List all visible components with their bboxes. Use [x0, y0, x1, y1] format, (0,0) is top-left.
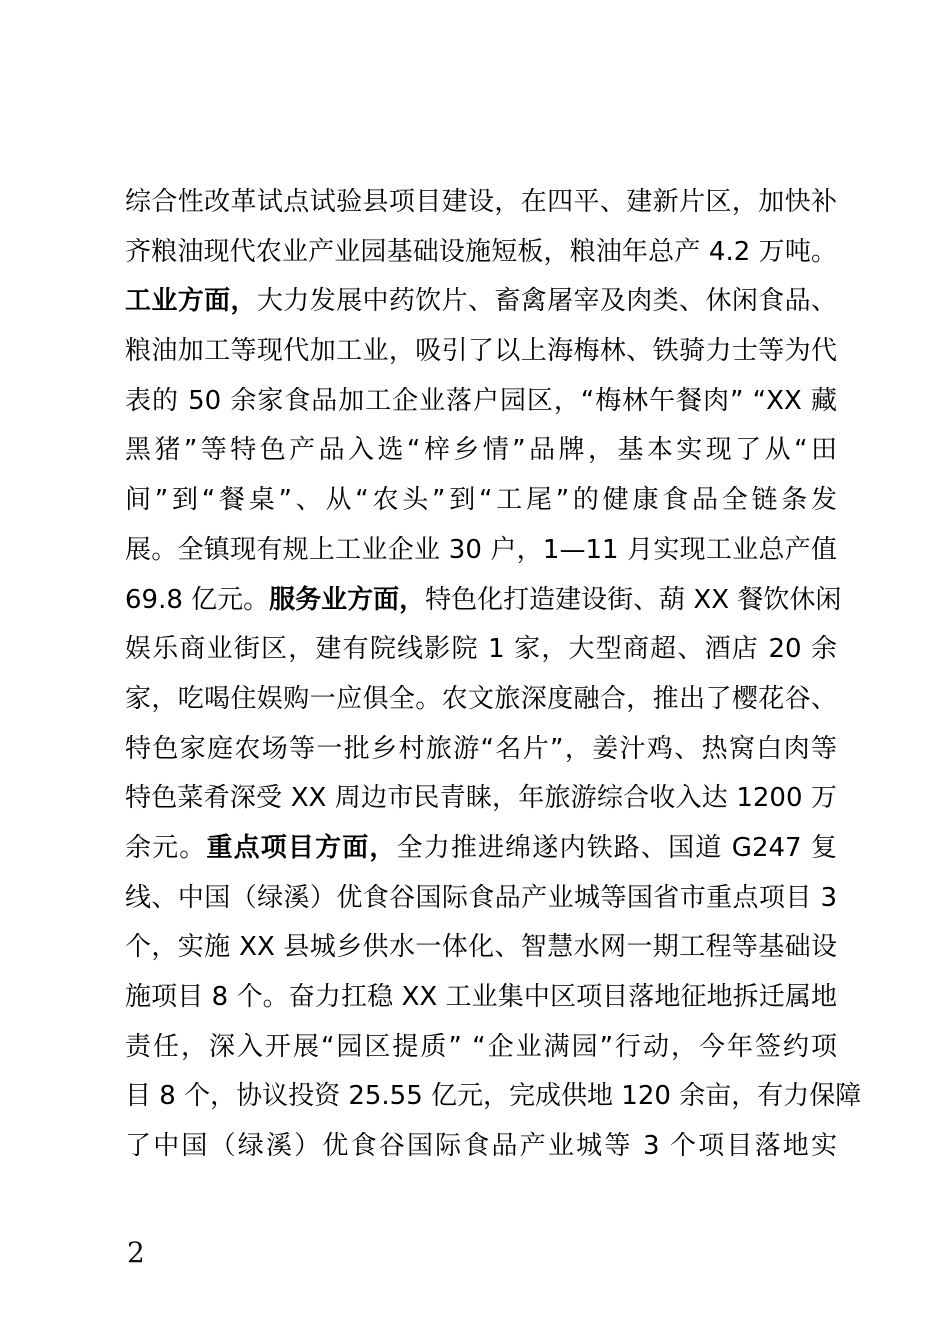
text-run: 黑猪”等特色产品入选“梓乡情”品牌，基本实现了从“田 — [125, 435, 837, 466]
paragraph-line — [125, 178, 837, 228]
text-run: 特色家庭农场等一批乡村旅游“名片”，姜汁鸡、热窝白肉等 — [125, 733, 837, 764]
text-run: 特色化打造建设街、葫 XX 餐饮休闲 — [425, 584, 842, 615]
text-run: 全力推进绵遂内铁路、国道 G247 复 — [396, 832, 837, 863]
paragraph-line — [125, 327, 837, 377]
paragraph-line — [125, 824, 837, 874]
text-run: 责任，深入开展“园区提质” “企业满园”行动，今年签约项 — [125, 1031, 837, 1062]
text-run: 间”到“餐桌”、从“农头”到“工尾”的健康食品全链条发 — [125, 485, 837, 516]
text-run: 娱乐商业街区，建有院线影院 1 家，大型商超、酒店 20 余 — [125, 634, 837, 665]
paragraph-line — [125, 228, 837, 278]
paragraph-line — [125, 625, 837, 675]
paragraph-line — [125, 675, 837, 725]
paragraph-line — [125, 426, 837, 476]
text-run: 目 8 个，协议投资 25.55 亿元，完成供地 120 余亩，有力保障 — [125, 1081, 862, 1112]
text-run: 家，吃喝住娱购一应俱全。农文旅深度融合，推出了樱花谷、 — [125, 683, 837, 714]
text-run: 特色菜肴深受 XX 周边市民青睐，年旅游综合收入达 1200 万 — [125, 783, 837, 814]
text-run: 线、中国（绿溪）优食谷国际食品产业城等国省市重点项目 3 — [125, 882, 837, 913]
paragraph-line — [125, 576, 842, 626]
paragraph-line — [125, 1122, 837, 1172]
text-run: 粮油加工等现代加工业，吸引了以上海梅林、铁骑力士等为代 — [125, 336, 837, 367]
text-run: 表的 50 余家食品加工企业落户园区，“梅林午餐肉” “XX 藏 — [125, 385, 837, 416]
text-run: 大力发展中药饮片、畜禽屠宰及肉类、休闲食品、 — [256, 286, 837, 317]
paragraph-line — [125, 725, 837, 775]
text-run: 展。全镇现有规上工业企业 30 户，1—11 月实现工业总产值 — [125, 534, 837, 565]
paragraph-line — [125, 1023, 837, 1073]
text-run: 齐粮油现代农业产业园基础设施短板，粮油年总产 4.2 万吨。 — [125, 236, 837, 267]
text-run: 施项目 8 个。奋力扛稳 XX 工业集中区项目落地征地拆迁属地 — [125, 982, 837, 1012]
bold-run: 服务业方面， — [269, 584, 426, 615]
paragraph-line — [125, 1072, 862, 1122]
paragraph-line — [125, 476, 837, 526]
bold-run: 工业方面， — [125, 286, 257, 317]
bold-run: 重点项目方面， — [206, 832, 397, 863]
text-run: 69.8 亿元。 — [125, 584, 270, 615]
paragraph-line — [125, 774, 837, 824]
paragraph-line — [125, 377, 837, 427]
paragraph-line — [125, 923, 837, 973]
text-run: 余元。 — [125, 832, 207, 863]
paragraph-line — [125, 973, 837, 1023]
paragraph-line — [125, 277, 837, 327]
paragraph-line — [125, 874, 837, 924]
page-number: 2 — [127, 1236, 145, 1269]
text-run: 个，实施 XX 县城乡供水一体化、智慧水网一期工程等基础设 — [125, 932, 837, 963]
body-text — [125, 178, 862, 1172]
text-run: 综合性改革试点试验县项目建设，在四平、建新片区，加快补 — [125, 187, 837, 217]
paragraph-line — [125, 526, 837, 576]
text-run: 了中国（绿溪）优食谷国际食品产业城等 3 个项目落地实 — [125, 1131, 837, 1162]
